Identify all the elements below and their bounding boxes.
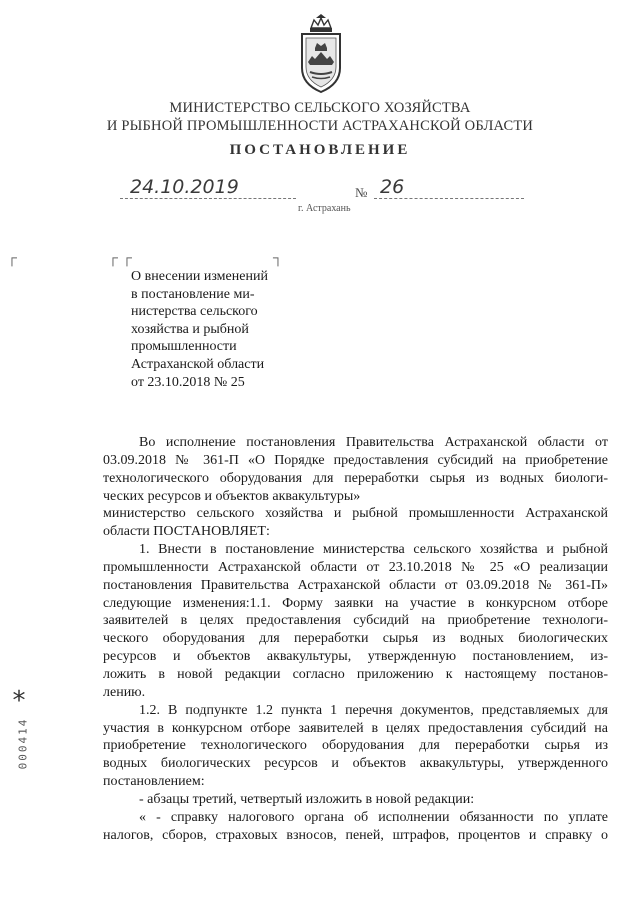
body-line: лению. [103, 684, 146, 700]
ministry-name-line-1: МИНИСТЕРСТВО СЕЛЬСКОГО ХОЗЯЙСТВА [169, 100, 471, 116]
body-line: ресурсов и объектов аквакультуры, утвержденную постановлением, из- [103, 649, 608, 665]
body-line: постановлением: [103, 774, 205, 790]
subject-line: хозяйства и рыбной [131, 321, 249, 337]
body-line: 1.2. В подпункте 1.2 пункта 1 перечня документов, представляемых для [139, 702, 608, 718]
ministry-name [100, 99, 540, 135]
decree-body [103, 434, 608, 844]
body-line: « - справку налогового органа об исполнении обязанности по уплате [139, 809, 608, 825]
body-line: ческого оборудования для переработки сырья из водных биологических [103, 631, 608, 647]
body-line: Во исполнение постановления Правительства Астраханской области от [139, 435, 608, 450]
subject-line: от 23.10.2018 № 25 [131, 374, 245, 390]
subject-corner-mark-right: ┐ [273, 251, 283, 266]
margin-star-mark: * [12, 686, 26, 716]
body-line: министерство сельского хозяйства и рыбной промышленности Астраханской [103, 506, 608, 522]
body-line: налогов, сборов, страховых взносов, пеней, штрафов, процентов и справку о [103, 827, 608, 843]
body-line: постановления Правительства Астраханской области от 03.09.2018 № 361-П» [103, 577, 608, 593]
subject-line: промышленности [131, 339, 237, 355]
subject-line: в постановление ми- [131, 286, 255, 302]
document-date: 24.10.2019 [130, 176, 239, 198]
subject-line: О внесении изменений [131, 269, 268, 284]
left-corner-mark: ┌ [7, 251, 17, 266]
subject-corner-mark-left-inner: ┌ [122, 251, 132, 266]
body-line: ложить в новой редакции согласно приложению к настоящему постанов- [103, 666, 608, 682]
body-line: участия в конкурсном отборе заявителей в целях предоставления субсидий на [103, 720, 608, 736]
body-line: технологического оборудования для переработки сырья из водных биологи- [103, 470, 608, 486]
city-name: г. Астрахань [298, 203, 351, 214]
subject-block [131, 268, 279, 391]
number-sign: № [355, 185, 368, 200]
subject-corner-mark-left: ┌ [108, 251, 118, 266]
subject-line: нистерства сельского [131, 304, 258, 320]
body-line: 1. Внести в постановление министерства сельского хозяйства и рыбной [139, 542, 608, 558]
body-line: - абзацы третий, четвертый изложить в новой редакции: [139, 791, 475, 807]
body-line: 03.09.2018 № 361-П «О Порядке предоставления субсидий на приобретение [103, 452, 608, 468]
subject-line: Астраханской области [131, 356, 265, 372]
document-number: 26 [380, 176, 405, 198]
body-line: области ПОСТАНОВЛЯЕТ: [103, 524, 270, 540]
body-line: ческих ресурсов и объектов аквакультуры» [103, 488, 361, 504]
document-type-title: ПОСТАНОВЛЕНИЕ [229, 142, 411, 158]
body-line: приобретение технологического оборудования для переработки сырья из [103, 738, 608, 754]
coat-of-arms-icon [296, 14, 346, 94]
body-line: заявителей в целях предоставления субсидий на приобретение технологи- [103, 613, 608, 629]
margin-serial-number: 000414 [16, 717, 30, 770]
body-line: водных биологических ресурсов и объектов аквакультуры, утвержденного [103, 756, 608, 772]
body-line: следующие изменения:1.1. Форму заявки на участие в конкурсном отборе [103, 595, 608, 611]
body-line: промышленности Астраханской области от 23.10.2018 № 25 «О реализации [103, 559, 608, 575]
ministry-name-line-2: И РЫБНОЙ ПРОМЫШЛЕННОСТИ АСТРАХАНСКОЙ ОБЛАСТИ [106, 118, 534, 134]
